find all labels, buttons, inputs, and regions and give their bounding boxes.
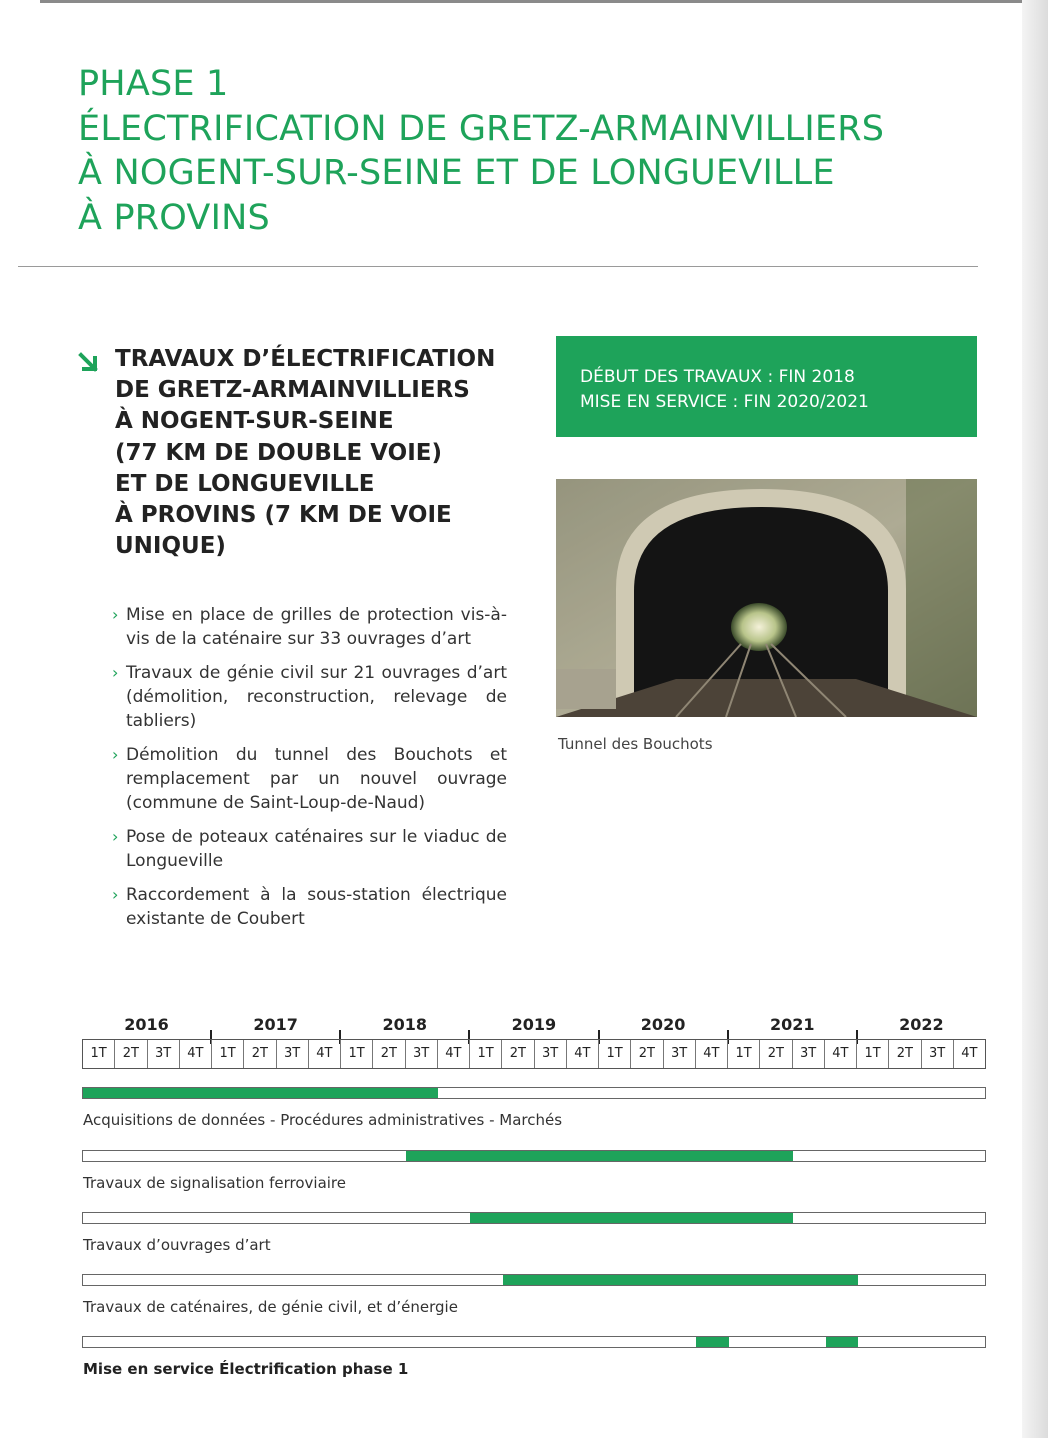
quarter-cell: 1T [212, 1040, 244, 1068]
year-label: 2016 [124, 1015, 169, 1034]
quarter-cell: 3T [664, 1040, 696, 1068]
quarter-cell: 4T [309, 1040, 341, 1068]
header-line: À PROVINS [78, 197, 270, 238]
task-bar-fill [696, 1337, 728, 1347]
task-label: Acquisitions de données - Procédures administratives - Marchés [83, 1111, 563, 1129]
list-item: › Travaux de génie civil sur 21 ouvrages d’art (démolition, reconstruction, relevage de tabliers) [112, 663, 507, 731]
task-bar-fill [83, 1088, 438, 1098]
quarter-cell: 3T [277, 1040, 309, 1068]
year-label: 2017 [253, 1015, 298, 1034]
header-line: ÉLECTRIFICATION DE GRETZ-ARMAINVILLIERS [78, 108, 885, 149]
list-item: › Démolition du tunnel des Bouchots et remplacement par un nouvel ouvrage (commune de Saint-Loup-de-Naud) [112, 745, 507, 813]
quarter-cell: 4T [567, 1040, 599, 1068]
quarter-cell: 2T [115, 1040, 147, 1068]
section-title-line: (77 KM DE DOUBLE VOIE) [115, 439, 443, 466]
quarter-cell: 4T [438, 1040, 470, 1068]
section-title-line: À PROVINS (7 KM DE VOIE [115, 502, 452, 529]
header-line: PHASE 1 [78, 64, 229, 104]
quarter-cell: 1T [83, 1040, 115, 1068]
section-title-line: ET DE LONGUEVILLE [115, 470, 375, 497]
section-title-line: À NOGENT-SUR-SEINE [115, 408, 394, 435]
quarter-cell: 4T [180, 1040, 212, 1068]
section-title-line: UNIQUE) [115, 533, 226, 560]
quarter-cell: 1T [341, 1040, 373, 1068]
chevron-right-icon: › [112, 605, 119, 624]
chevron-right-icon: › [112, 745, 119, 764]
task-bar-fill [503, 1275, 858, 1285]
quarter-cell: 2T [244, 1040, 276, 1068]
quarter-cell: 1T [857, 1040, 889, 1068]
task-bar [82, 1336, 986, 1348]
quarter-cell: 3T [406, 1040, 438, 1068]
quarter-cell: 4T [696, 1040, 728, 1068]
quarter-cell: 1T [728, 1040, 760, 1068]
task-bar [82, 1087, 986, 1099]
quarter-cell: 1T [599, 1040, 631, 1068]
task-label: Travaux de signalisation ferroviaire [83, 1174, 346, 1192]
list-item: › Pose de poteaux caténaires sur le viaduc de Longueville [112, 827, 507, 871]
quarter-cell: 4T [961, 1046, 978, 1061]
section-title-line: DE GRETZ-ARMAINVILLIERS [115, 377, 470, 404]
quarter-cell: 1T [470, 1040, 502, 1068]
chevron-right-icon: › [112, 663, 119, 682]
quarter-cell: 4T [825, 1040, 857, 1068]
year-label: 2018 [382, 1015, 428, 1034]
year-label: 2020 [640, 1015, 686, 1034]
photo-caption: Tunnel des Bouchots [558, 735, 713, 753]
task-bar-fill [470, 1213, 793, 1223]
quarter-cell: 2T [760, 1040, 792, 1068]
schedule-service: MISE EN SERVICE : FIN 2020/2021 [580, 392, 869, 412]
quarter-cell: 3T [148, 1040, 180, 1068]
task-label: Mise en service Électrification phase 1 [83, 1360, 409, 1378]
quarter-cell: 3T [535, 1040, 567, 1068]
quarter-cell: 2T [889, 1040, 921, 1068]
quarter-cell: 2T [631, 1040, 663, 1068]
task-bar-fill [406, 1151, 793, 1161]
quarter-cell: 2T [373, 1040, 405, 1068]
task-bar [82, 1212, 986, 1224]
chevron-right-icon: › [112, 827, 119, 846]
year-label: 2021 [769, 1015, 815, 1034]
schedule-start: DÉBUT DES TRAVAUX : FIN 2018 [580, 367, 855, 387]
quarter-cell: 2T [502, 1040, 534, 1068]
chevron-right-icon: › [112, 885, 119, 904]
quarter-cell: 3T [922, 1040, 954, 1068]
quarter-row [82, 1039, 986, 1069]
task-bar-fill [826, 1337, 858, 1347]
year-label: 2019 [511, 1015, 557, 1034]
list-item: › Raccordement à la sous-station électrique existante de Coubert [112, 885, 507, 929]
section-title-line: TRAVAUX D’ÉLECTRIFICATION [115, 346, 496, 372]
quarter-cell: 3T [793, 1040, 825, 1068]
task-label: Travaux d’ouvrages d’art [83, 1236, 271, 1254]
list-item: › Mise en place de grilles de protection vis-à-vis de la caténaire sur 33 ouvrages d’art [112, 605, 507, 649]
task-bar [82, 1274, 986, 1286]
task-bar [82, 1150, 986, 1162]
header-line: À NOGENT-SUR-SEINE ET DE LONGUEVILLE [78, 153, 835, 193]
year-label: 2022 [899, 1015, 944, 1034]
task-label: Travaux de caténaires, de génie civil, et d’énergie [83, 1298, 458, 1316]
